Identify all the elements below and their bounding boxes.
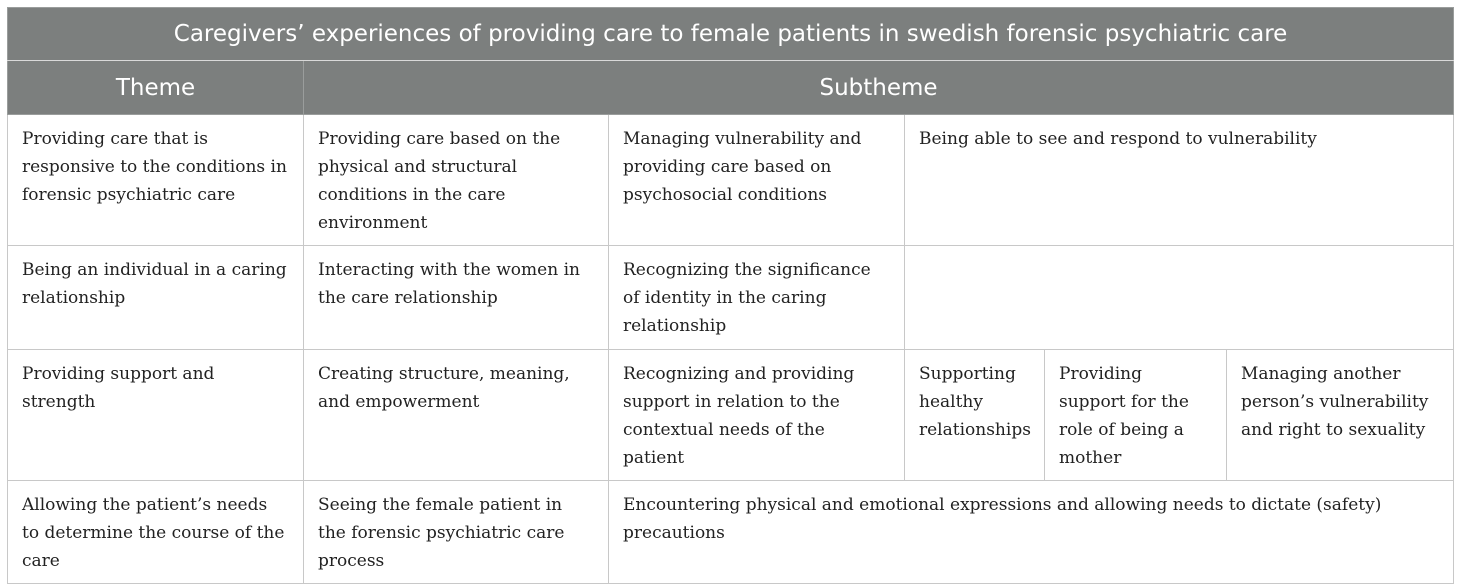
subtheme-cell: Recognizing and providing support in relation to the contextual needs of the patient <box>609 350 905 481</box>
subtheme-header: Subtheme <box>304 61 1454 115</box>
title-row <box>8 8 1454 61</box>
subtheme-cell: Providing support for the role of being a mother <box>1045 350 1227 481</box>
theme-header: Theme <box>8 61 304 115</box>
subtheme-cell: Recognizing the significance of identity in the caring relationship <box>609 246 905 350</box>
subtheme-cell: Supporting healthy relationships <box>905 350 1045 481</box>
table-row <box>8 115 1454 246</box>
theme-cell: Providing support and strength <box>8 350 304 481</box>
table-row <box>8 481 1454 584</box>
subtheme-cell: Interacting with the women in the care relationship <box>304 246 609 350</box>
header-row <box>8 61 1454 115</box>
subtheme-cell: Managing vulnerability and providing care based on psychosocial conditions <box>609 115 905 246</box>
themes-table-container <box>7 7 1453 584</box>
theme-cell: Being an individual in a caring relationship <box>8 246 304 350</box>
table-row <box>8 246 1454 350</box>
subtheme-cell: Creating structure, meaning, and empowerment <box>304 350 609 481</box>
subtheme-cell: Encountering physical and emotional expressions and allowing needs to dictate (safety) precautions <box>609 481 1454 584</box>
subtheme-cell: Seeing the female patient in the forensic psychiatric care process <box>304 481 609 584</box>
themes-table <box>7 7 1454 584</box>
theme-cell: Allowing the patient’s needs to determine the course of the care <box>8 481 304 584</box>
table-row <box>8 350 1454 481</box>
theme-cell: Providing care that is responsive to the conditions in forensic psychiatric care <box>8 115 304 246</box>
subtheme-cell: Being able to see and respond to vulnerability <box>905 115 1454 246</box>
table-title: Caregivers’ experiences of providing care to female patients in swedish forensic psychiatric care <box>8 8 1454 61</box>
empty-cell <box>905 246 1454 350</box>
subtheme-cell: Providing care based on the physical and structural conditions in the care environment <box>304 115 609 246</box>
subtheme-cell: Managing another person’s vulnerability and right to sexuality <box>1227 350 1454 481</box>
